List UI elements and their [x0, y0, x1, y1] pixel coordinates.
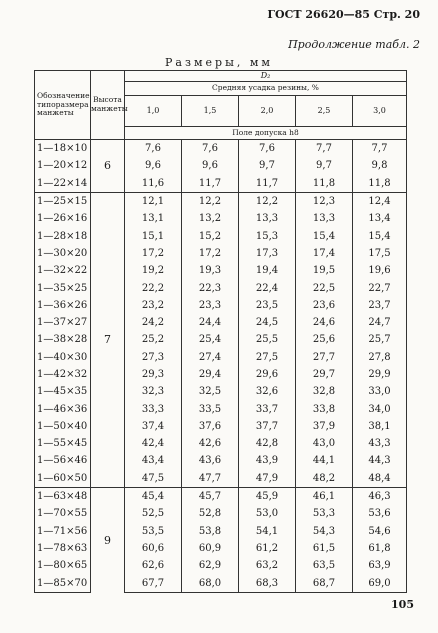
value-cell: 44,1 — [296, 452, 353, 469]
designation-cell: 1—28×18 — [35, 227, 91, 244]
value-cell: 33,7 — [239, 400, 296, 417]
value-cell: 19,4 — [239, 262, 296, 279]
designation-cell: 1—45×35 — [35, 383, 91, 400]
table-body — [35, 140, 407, 593]
value-cell: 54,1 — [239, 523, 296, 540]
table-row — [35, 175, 407, 193]
value-cell: 53,6 — [353, 505, 407, 522]
value-cell: 15,3 — [239, 227, 296, 244]
value-cell: 43,6 — [182, 452, 239, 469]
designation-cell: 1—85×70 — [35, 574, 91, 592]
col-designation-header: Обозначение типоразмера манжеты — [35, 71, 91, 140]
table-row — [35, 314, 407, 331]
designation-cell: 1—37×27 — [35, 314, 91, 331]
value-cell: 45,4 — [125, 487, 182, 505]
value-cell: 68,0 — [182, 574, 239, 592]
value-cell: 12,4 — [353, 192, 407, 210]
value-cell: 22,7 — [353, 279, 407, 296]
value-cell: 34,0 — [353, 400, 407, 417]
shrinkage-value: 1,0 — [125, 96, 182, 127]
value-cell: 12,2 — [239, 192, 296, 210]
designation-cell: 1—18×10 — [35, 140, 91, 158]
value-cell: 27,3 — [125, 349, 182, 366]
value-cell: 60,9 — [182, 540, 239, 557]
value-cell: 17,5 — [353, 245, 407, 262]
designation-cell: 1—40×30 — [35, 349, 91, 366]
height-cell: 9 — [91, 487, 125, 592]
value-cell: 60,6 — [125, 540, 182, 557]
shrinkage-value: 2,5 — [296, 96, 353, 127]
value-cell: 52,5 — [125, 505, 182, 522]
value-cell: 22,5 — [296, 279, 353, 296]
value-cell: 68,3 — [239, 574, 296, 592]
table-row — [35, 366, 407, 383]
value-cell: 33,0 — [353, 383, 407, 400]
value-cell: 13,1 — [125, 210, 182, 227]
table-row — [35, 245, 407, 262]
value-cell: 11,7 — [239, 175, 296, 193]
value-cell: 45,7 — [182, 487, 239, 505]
value-cell: 12,1 — [125, 192, 182, 210]
table-row — [35, 262, 407, 279]
value-cell: 24,2 — [125, 314, 182, 331]
value-cell: 11,8 — [353, 175, 407, 193]
value-cell: 61,8 — [353, 540, 407, 557]
value-cell: 61,5 — [296, 540, 353, 557]
designation-cell: 1—26×16 — [35, 210, 91, 227]
col-height-header: Высота манжеты — [91, 71, 125, 140]
designation-cell: 1—56×46 — [35, 452, 91, 469]
value-cell: 22,3 — [182, 279, 239, 296]
value-cell: 42,8 — [239, 435, 296, 452]
value-cell: 7,7 — [353, 140, 407, 158]
value-cell: 9,8 — [353, 157, 407, 174]
value-cell: 13,2 — [182, 210, 239, 227]
value-cell: 48,2 — [296, 470, 353, 488]
table-row — [35, 279, 407, 296]
value-cell: 7,7 — [296, 140, 353, 158]
value-cell: 13,3 — [296, 210, 353, 227]
value-cell: 54,3 — [296, 523, 353, 540]
designation-cell: 1—80×65 — [35, 557, 91, 574]
value-cell: 25,6 — [296, 331, 353, 348]
height-cell: 7 — [91, 192, 125, 487]
value-cell: 25,5 — [239, 331, 296, 348]
value-cell: 23,2 — [125, 297, 182, 314]
page-number: 105 — [391, 598, 414, 611]
value-cell: 33,5 — [182, 400, 239, 417]
value-cell: 24,5 — [239, 314, 296, 331]
value-cell: 25,2 — [125, 331, 182, 348]
table-row — [35, 523, 407, 540]
value-cell: 23,7 — [353, 297, 407, 314]
value-cell: 9,6 — [182, 157, 239, 174]
page-header: ГОСТ 26620—85 Стр. 20 — [267, 8, 420, 21]
value-cell: 37,9 — [296, 418, 353, 435]
dimensions-title: Размеры, мм — [165, 56, 273, 69]
value-cell: 37,4 — [125, 418, 182, 435]
value-cell: 42,6 — [182, 435, 239, 452]
value-cell: 32,3 — [125, 383, 182, 400]
designation-cell: 1—32×22 — [35, 262, 91, 279]
value-cell: 7,6 — [125, 140, 182, 158]
value-cell: 27,7 — [296, 349, 353, 366]
value-cell: 53,8 — [182, 523, 239, 540]
value-cell: 42,4 — [125, 435, 182, 452]
value-cell: 38,1 — [353, 418, 407, 435]
value-cell: 43,4 — [125, 452, 182, 469]
value-cell: 53,3 — [296, 505, 353, 522]
value-cell: 44,3 — [353, 452, 407, 469]
value-cell: 52,8 — [182, 505, 239, 522]
value-cell: 53,0 — [239, 505, 296, 522]
table-row — [35, 400, 407, 417]
value-cell: 23,5 — [239, 297, 296, 314]
value-cell: 25,4 — [182, 331, 239, 348]
designation-cell: 1—70×55 — [35, 505, 91, 522]
table-row — [35, 470, 407, 488]
value-cell: 43,9 — [239, 452, 296, 469]
value-cell: 25,7 — [353, 331, 407, 348]
shrinkage-value: 3,0 — [353, 96, 407, 127]
value-cell: 17,2 — [182, 245, 239, 262]
value-cell: 15,4 — [353, 227, 407, 244]
value-cell: 47,7 — [182, 470, 239, 488]
value-cell: 15,4 — [296, 227, 353, 244]
designation-cell: 1—78×63 — [35, 540, 91, 557]
shrinkage-header: Средняя усадка резины, % — [125, 82, 407, 96]
value-cell: 19,6 — [353, 262, 407, 279]
shrinkage-value: 1,5 — [182, 96, 239, 127]
table-row — [35, 331, 407, 348]
shrinkage-value: 2,0 — [239, 96, 296, 127]
table-row — [35, 349, 407, 366]
value-cell: 9,6 — [125, 157, 182, 174]
designation-cell: 1—60×50 — [35, 470, 91, 488]
designation-cell: 1—30×20 — [35, 245, 91, 262]
value-cell: 24,6 — [296, 314, 353, 331]
value-cell: 17,2 — [125, 245, 182, 262]
value-cell: 23,6 — [296, 297, 353, 314]
table-row — [35, 487, 407, 505]
value-cell: 47,9 — [239, 470, 296, 488]
value-cell: 9,7 — [239, 157, 296, 174]
value-cell: 7,6 — [239, 140, 296, 158]
value-cell: 33,8 — [296, 400, 353, 417]
value-cell: 19,3 — [182, 262, 239, 279]
table-row — [35, 227, 407, 244]
value-cell: 45,9 — [239, 487, 296, 505]
value-cell: 27,4 — [182, 349, 239, 366]
value-cell: 54,6 — [353, 523, 407, 540]
designation-cell: 1—22×14 — [35, 175, 91, 193]
value-cell: 43,0 — [296, 435, 353, 452]
value-cell: 32,6 — [239, 383, 296, 400]
seal-dimensions-table — [34, 70, 407, 593]
value-cell: 12,2 — [182, 192, 239, 210]
value-cell: 29,9 — [353, 366, 407, 383]
table-continuation-label: Продолжение табл. 2 — [288, 38, 420, 51]
value-cell: 27,8 — [353, 349, 407, 366]
value-cell: 13,4 — [353, 210, 407, 227]
value-cell: 63,2 — [239, 557, 296, 574]
value-cell: 12,3 — [296, 192, 353, 210]
value-cell: 62,6 — [125, 557, 182, 574]
value-cell: 15,1 — [125, 227, 182, 244]
table-row — [35, 435, 407, 452]
designation-cell: 1—25×15 — [35, 192, 91, 210]
designation-cell: 1—36×26 — [35, 297, 91, 314]
value-cell: 32,8 — [296, 383, 353, 400]
value-cell: 67,7 — [125, 574, 182, 592]
value-cell: 62,9 — [182, 557, 239, 574]
table-row — [35, 452, 407, 469]
value-cell: 11,8 — [296, 175, 353, 193]
designation-cell: 1—55×45 — [35, 435, 91, 452]
table-row — [35, 540, 407, 557]
height-cell: 6 — [91, 140, 125, 193]
designation-cell: 1—46×36 — [35, 400, 91, 417]
value-cell: 46,1 — [296, 487, 353, 505]
table-row — [35, 505, 407, 522]
value-cell: 19,5 — [296, 262, 353, 279]
value-cell: 29,3 — [125, 366, 182, 383]
value-cell: 13,3 — [239, 210, 296, 227]
value-cell: 11,6 — [125, 175, 182, 193]
value-cell: 22,4 — [239, 279, 296, 296]
value-cell: 32,5 — [182, 383, 239, 400]
col-d-header: D₂ — [125, 71, 407, 82]
value-cell: 17,3 — [239, 245, 296, 262]
value-cell: 23,3 — [182, 297, 239, 314]
value-cell: 29,4 — [182, 366, 239, 383]
value-cell: 53,5 — [125, 523, 182, 540]
value-cell: 37,7 — [239, 418, 296, 435]
value-cell: 7,6 — [182, 140, 239, 158]
designation-cell: 1—63×48 — [35, 487, 91, 505]
table-row — [35, 157, 407, 174]
value-cell: 69,0 — [353, 574, 407, 592]
value-cell: 15,2 — [182, 227, 239, 244]
value-cell: 68,7 — [296, 574, 353, 592]
value-cell: 29,6 — [239, 366, 296, 383]
value-cell: 37,6 — [182, 418, 239, 435]
value-cell: 61,2 — [239, 540, 296, 557]
value-cell: 24,7 — [353, 314, 407, 331]
designation-cell: 1—38×28 — [35, 331, 91, 348]
table-row — [35, 557, 407, 574]
value-cell: 43,3 — [353, 435, 407, 452]
table-row — [35, 574, 407, 592]
table-row — [35, 297, 407, 314]
table-row — [35, 383, 407, 400]
value-cell: 11,7 — [182, 175, 239, 193]
value-cell: 19,2 — [125, 262, 182, 279]
table-row — [35, 210, 407, 227]
designation-cell: 1—71×56 — [35, 523, 91, 540]
designation-cell: 1—42×32 — [35, 366, 91, 383]
value-cell: 33,3 — [125, 400, 182, 417]
value-cell: 9,7 — [296, 157, 353, 174]
value-cell: 27,5 — [239, 349, 296, 366]
value-cell: 63,9 — [353, 557, 407, 574]
value-cell: 22,2 — [125, 279, 182, 296]
table-row — [35, 140, 407, 158]
value-cell: 29,7 — [296, 366, 353, 383]
value-cell: 17,4 — [296, 245, 353, 262]
designation-cell: 1—20×12 — [35, 157, 91, 174]
value-cell: 46,3 — [353, 487, 407, 505]
tolerance-header: Поле допуска h8 — [125, 127, 407, 140]
designation-cell: 1—35×25 — [35, 279, 91, 296]
table-row — [35, 418, 407, 435]
value-cell: 24,4 — [182, 314, 239, 331]
table-row — [35, 192, 407, 210]
designation-cell: 1—50×40 — [35, 418, 91, 435]
value-cell: 63,5 — [296, 557, 353, 574]
value-cell: 48,4 — [353, 470, 407, 488]
value-cell: 47,5 — [125, 470, 182, 488]
